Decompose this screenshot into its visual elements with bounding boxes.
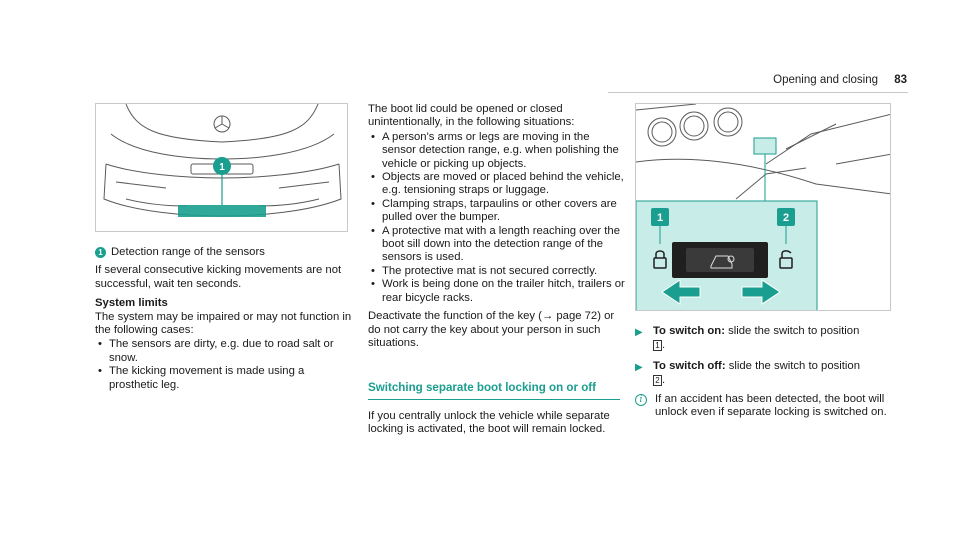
switch-on-instruction: ▶ To switch on: slide the switch to position 1 .: [635, 325, 860, 352]
console-illustration: [636, 104, 891, 311]
car-rear-illustration: [96, 104, 348, 232]
list-item: • The sensors are dirty, e.g. due to road salt or snow.: [95, 338, 353, 365]
switch-off-text: slide the switch to position: [728, 359, 860, 372]
list-item: • The protective mat is not secured correctly.: [368, 265, 626, 278]
paragraph-kicking: If several consecutive kicking movements are not successful, wait ten seconds.: [95, 264, 342, 290]
switch-on-label: To switch on:: [653, 325, 725, 337]
paragraph-deactivate: Deactivate the function of the key (→ page 72) or do not carry the key about your person in such situations.: [368, 310, 615, 349]
step-arrow-icon: ▶: [635, 361, 643, 373]
callout-badge: 1: [95, 247, 106, 258]
limits-list: [95, 338, 353, 392]
list-item: • A person's arms or legs are moving in the sensor detection range, e.g. when polishing the vehicle or picking up objects.: [368, 131, 626, 171]
position-key: 2: [653, 375, 662, 386]
section-divider: [368, 399, 620, 400]
switch-on-text: slide the switch to position: [728, 325, 860, 337]
system-limits-heading: System limits: [95, 297, 168, 310]
svg-text:1: 1: [219, 162, 225, 173]
caption-text: Detection range of the sensors: [111, 246, 265, 258]
info-text: If an accident has been detected, the boot will unlock even if separate locking is switched on.: [655, 392, 887, 419]
section-heading: Switching separate boot locking on or off: [368, 381, 597, 395]
rear-bumper-figure: [95, 103, 348, 232]
section-name: Opening and closing: [773, 74, 878, 86]
situations-list: [368, 131, 626, 305]
list-item: • The kicking movement is made using a prosthetic leg.: [95, 365, 353, 392]
header-divider: [608, 92, 908, 93]
list-item: • A protective mat with a length reaching over the boot sill down into the detection range of the sensors is used.: [368, 225, 626, 265]
switch-off-instruction: ▶ To switch off: slide the switch to position 2 .: [635, 359, 860, 387]
page-header: [0, 74, 960, 90]
info-icon: i: [635, 394, 647, 406]
list-item: • Work is being done on the trailer hitch, trailers or rear bicycle racks.: [368, 278, 626, 305]
list-item: • Objects are moved or placed behind the vehicle, e.g. tensioning straps or luggage.: [368, 171, 626, 198]
info-note: [635, 393, 891, 420]
column-left: [95, 103, 353, 392]
boot-lock-switch-figure: [635, 103, 891, 311]
column-middle: [368, 103, 626, 437]
paragraph-separate-locking: If you centrally unlock the vehicle while separate locking is activated, the boot will remain locked.: [368, 409, 610, 436]
position-key: 1: [653, 340, 662, 351]
column-right: [635, 103, 891, 419]
paragraph-intro: The boot lid could be opened or closed unintentionally, in the following situations:: [368, 103, 575, 129]
figure-caption: [95, 246, 353, 259]
step-arrow-icon: ▶: [635, 327, 643, 338]
fig-label-1: 1: [656, 212, 664, 224]
fig-label-2: 2: [782, 212, 790, 224]
page-number: 83: [894, 74, 907, 86]
switch-off-label: To switch off:: [653, 359, 726, 372]
paragraph-limits: The system may be impaired or may not function in the following cases:: [95, 310, 352, 337]
list-item: • Clamping straps, tarpaulins or other covers are pulled over the bumper.: [368, 198, 626, 225]
